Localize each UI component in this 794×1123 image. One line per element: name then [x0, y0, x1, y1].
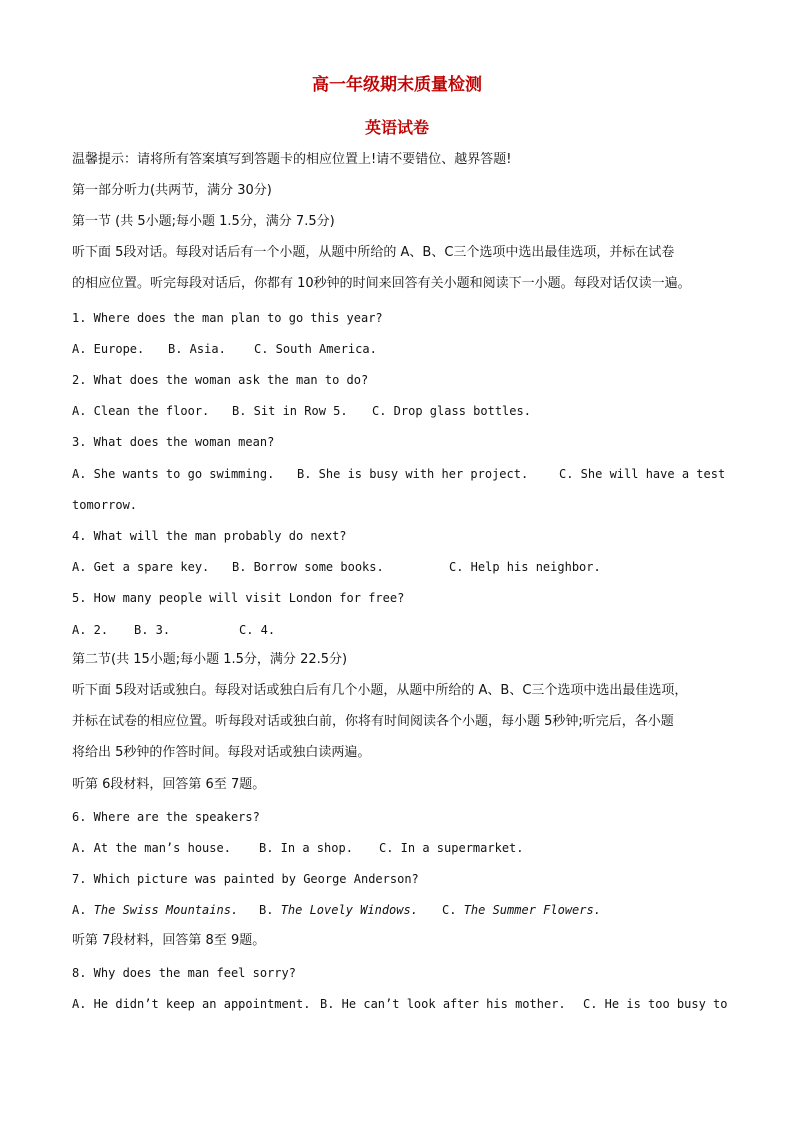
option-b: B. Asia.: [168, 342, 226, 356]
section2-heading: 第二节(共 15小题;每小题 1.5分，满分 22.5分): [72, 652, 348, 667]
option-b-title: The Lovely Windows.: [280, 903, 418, 917]
question-7-stem: 7. Which picture was painted by George Anderson?: [72, 872, 419, 886]
option-b: B. 3.: [134, 623, 171, 637]
option-c: C. He is too busy to: [583, 997, 728, 1011]
question-1-options: [72, 341, 377, 357]
option-a: [72, 902, 259, 918]
option-a: A. At the man’s house.: [72, 841, 231, 855]
material-7-intro: 听第 7段材料，回答第 8至 9题。: [72, 933, 266, 948]
section1-instructions-line1: 听下面 5段对话。每段对话后有一个小题，从题中所给的 A、B、C三个选项中选出最佳选项，并标在试卷: [72, 245, 675, 260]
question-5-stem: 5. How many people will visit London for free?: [72, 591, 405, 605]
question-4-stem: 4. What will the man probably do next?: [72, 529, 347, 543]
section2-instructions-line1: 听下面 5段对话或独白。每段对话或独白后有几个小题，从题中所给的 A、B、C三个选项中选出最佳选项，: [72, 683, 688, 698]
option-c: C. South America.: [254, 342, 377, 356]
option-c: C. In a supermarket.: [379, 841, 524, 855]
section2-instructions-line3: 将给出 5秒钟的作答时间。每段对话或独白读两遍。: [72, 745, 371, 760]
option-a: A. Clean the floor.: [72, 404, 210, 418]
option-b: B. She is busy with her project.: [297, 467, 529, 481]
option-c-title: The Summer Flowers.: [463, 903, 601, 917]
question-3-option-c-continued: tomorrow.: [72, 498, 138, 512]
page-title: 高一年级期末质量检测: [312, 75, 482, 95]
option-b: B. Borrow some books.: [232, 560, 384, 574]
question-6-stem: 6. Where are the speakers?: [72, 810, 260, 824]
option-c: C. She will have a test: [559, 467, 726, 481]
section2-instructions-line2: 并标在试卷的相应位置。听每段对话或独白前，你将有时间阅读各个小题，每小题 5秒钟;听完后，各小题: [72, 714, 674, 729]
option-b: [259, 902, 442, 918]
option-a: A. Get a spare key.: [72, 560, 210, 574]
section1-instructions-line2: 的相应位置。听完每段对话后，你都有 10秒钟的时间来回答有关小题和阅读下一小题。每段对话仅读一遍。: [72, 276, 691, 291]
option-c: C. 4.: [239, 623, 276, 637]
question-7-options: [72, 902, 601, 918]
option-c: [442, 902, 601, 918]
option-a: A. 2.: [72, 623, 109, 637]
option-b: B. Sit in Row 5.: [232, 404, 348, 418]
question-3-options: [72, 466, 725, 482]
option-b: B. In a shop.: [259, 841, 353, 855]
question-3-stem: 3. What does the woman mean?: [72, 435, 275, 449]
question-5-options: [72, 622, 275, 638]
part1-heading: 第一部分听力(共两节，满分 30分): [72, 183, 272, 198]
option-c: C. Help his neighbor.: [449, 560, 601, 574]
question-6-options: [72, 840, 524, 856]
option-a: A. He didn’t keep an appointment.: [72, 997, 311, 1011]
section1-heading: 第一节 (共 5小题;每小题 1.5分，满分 7.5分): [72, 214, 335, 229]
option-c-letter: C.: [442, 903, 457, 917]
question-4-options: [72, 559, 601, 575]
question-2-stem: 2. What does the woman ask the man to do?: [72, 373, 369, 387]
material-6-intro: 听第 6段材料，回答第 6至 7题。: [72, 777, 266, 792]
question-8-stem: 8. Why does the man feel sorry?: [72, 966, 296, 980]
option-a-letter: A.: [72, 903, 87, 917]
page-subtitle: 英语试卷: [364, 118, 429, 137]
option-c: C. Drop glass bottles.: [372, 404, 531, 418]
option-a-title: The Swiss Mountains.: [93, 903, 239, 917]
question-1-stem: 1. Where does the man plan to go this year?: [72, 311, 383, 325]
question-8-options: [72, 996, 728, 1012]
option-a: A. Europe.: [72, 342, 145, 356]
question-2-options: [72, 403, 531, 419]
notice-text: 温馨提示：请将所有答案填写到答题卡的相应位置上!请不要错位、越界答题!: [72, 152, 512, 167]
option-b-letter: B.: [259, 903, 274, 917]
option-a: A. She wants to go swimming.: [72, 467, 275, 481]
option-b: B. He can’t look after his mother.: [320, 997, 566, 1011]
